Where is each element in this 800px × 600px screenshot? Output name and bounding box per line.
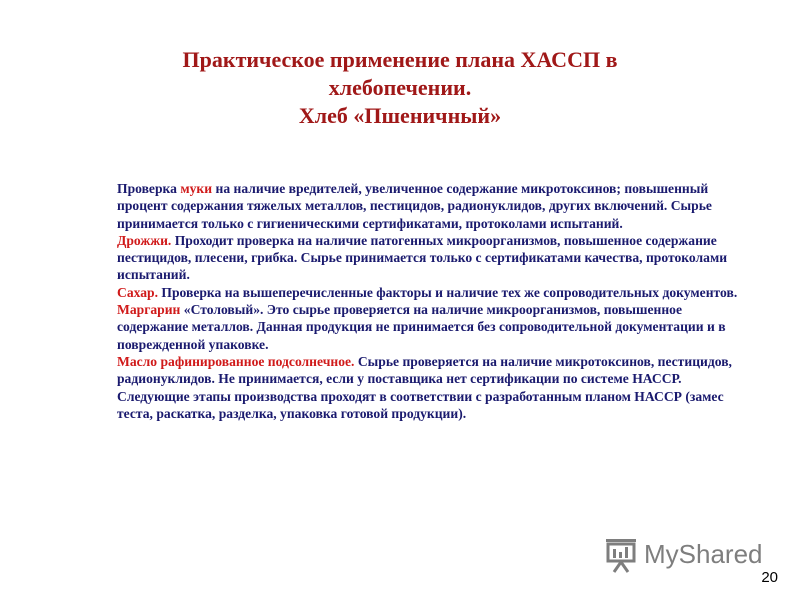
paragraph-oil xyxy=(117,353,747,388)
sugar-highlight: Сахар. xyxy=(117,284,158,300)
paragraph-oil-text: Сырье проверяется на наличие микротоксинов, пестицидов, радионуклидов. Не принимается, если у поставщика нет сертификации по системе НАССР. xyxy=(117,353,732,387)
oil-highlight: Масло рафинированное подсолнечное. xyxy=(117,353,355,369)
paragraph-margarine-text: «Столовый». Это сырье проверяется на наличие микроорганизмов, повышенное содержание металлов. Данная продукция не принимается без сопроводительной документации и в поврежденной упаковке. xyxy=(117,302,726,352)
paragraph-yeast-text: Проходит проверка на наличие патогенных микроорганизмов, повышенное содержание пестицидов, плесени, грибка. Сырье принимается только с сертификатами качества, протоколами испытаний. xyxy=(117,232,728,283)
paragraph-sugar-text: Проверка на вышеперечисленные факторы и наличие тех же сопроводительных документов. xyxy=(158,284,738,300)
presentation-board-icon xyxy=(604,535,638,573)
logo-text: MyShared xyxy=(644,538,763,569)
paragraph-sugar xyxy=(117,284,747,301)
title-line-2: хлебопечении. xyxy=(328,75,472,100)
paragraph-flour-text: на наличие вредителей, увеличенное содержание микротоксинов; повышенный процент содержания тяжелых металлов, пестицидов, радионуклидов, других включений. Сырье принимается только с гигиеническими сертификатами, протоколами испытаний. xyxy=(117,181,712,231)
paragraph-yeast xyxy=(117,232,747,284)
paragraph-flour-prefix: Проверка xyxy=(117,181,181,196)
title-line-1: Практическое применение плана ХАССП в xyxy=(182,47,618,72)
paragraph-production-text: Следующие этапы производства проходят в соответствии с разработанным планом НАССР (замес теста, раскатка, разделка, упаковка готовой продукции). xyxy=(117,388,724,421)
slide-title xyxy=(130,46,670,130)
flour-highlight: муки xyxy=(180,181,213,196)
slide-body xyxy=(117,180,747,422)
title-line-3: Хлеб «Пшеничный» xyxy=(298,103,502,128)
myshared-logo xyxy=(604,534,774,574)
yeast-highlight: Дрожжи. xyxy=(117,232,172,248)
page-number: 20 xyxy=(761,569,778,586)
margarine-highlight: Маргарин xyxy=(117,302,181,318)
paragraph-production xyxy=(117,388,747,423)
paragraph-flour xyxy=(117,180,747,232)
paragraph-margarine xyxy=(117,301,747,353)
